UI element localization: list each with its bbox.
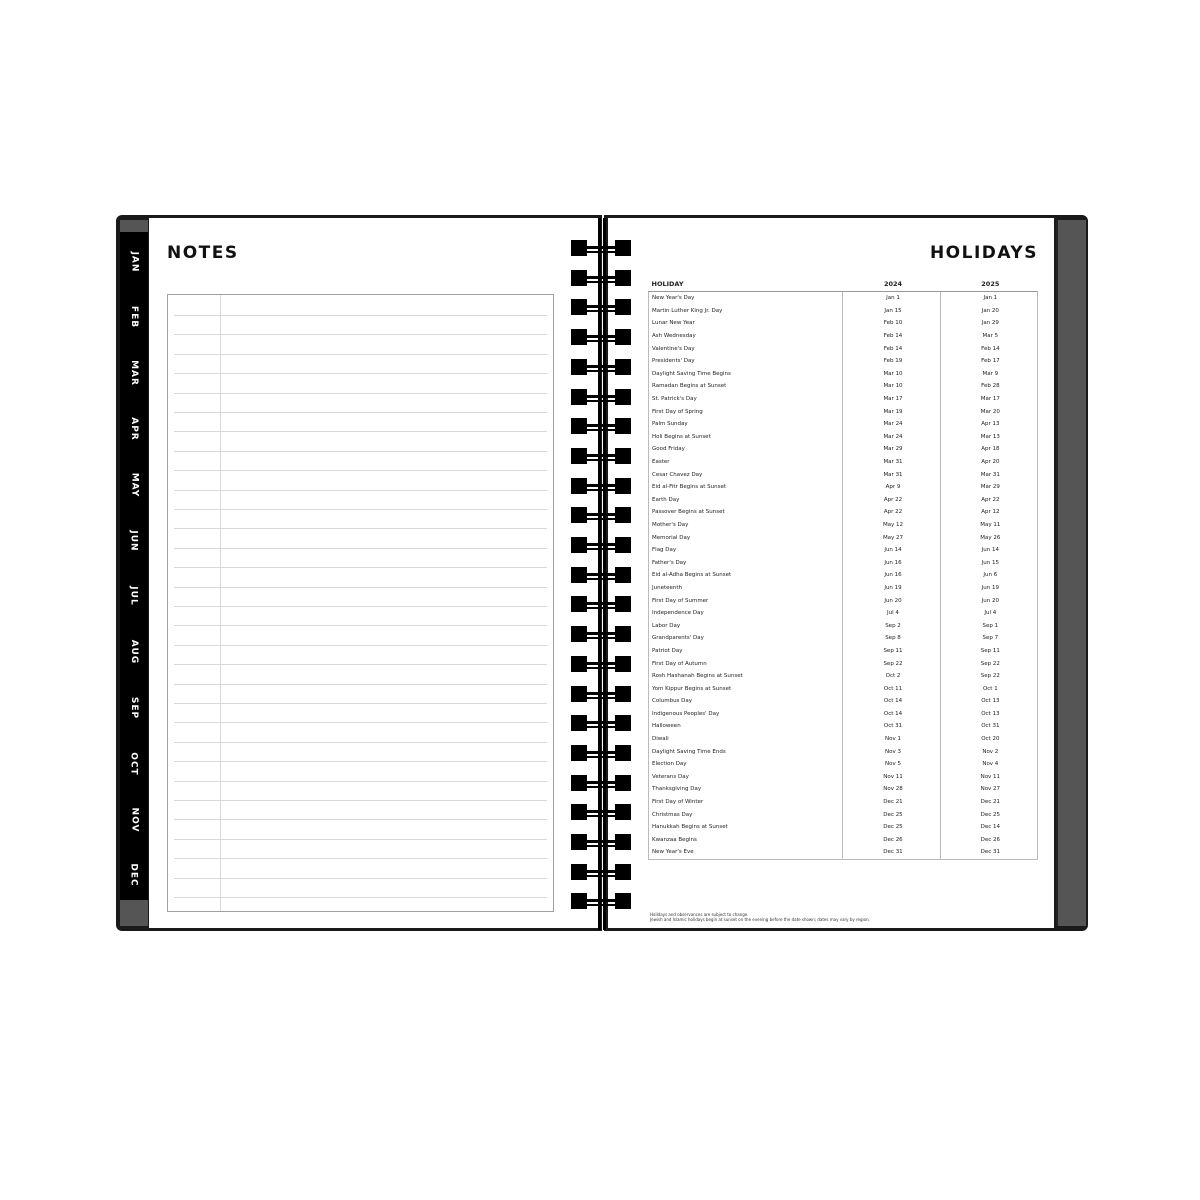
holiday-name: Thanksgiving Day <box>652 786 702 793</box>
date-2025: Jun 6 <box>940 569 1037 582</box>
date-2024: Apr 22 <box>843 506 940 519</box>
holiday-name: Grandparents' Day <box>652 635 704 642</box>
spiral-ring <box>568 418 634 434</box>
date-2024: Feb 14 <box>843 342 940 355</box>
holiday-row <box>649 582 1038 595</box>
month-tab-apr[interactable] <box>120 401 148 456</box>
holiday-name: Memorial Day <box>652 534 691 541</box>
date-2025: Mar 13 <box>940 431 1037 444</box>
notes-rule-line <box>174 684 547 685</box>
date-2024: Jun 14 <box>843 544 940 557</box>
holiday-row <box>649 834 1038 847</box>
holiday-name: Christmas Day <box>652 811 693 818</box>
holiday-row <box>649 330 1038 343</box>
spiral-ring <box>568 834 634 850</box>
holiday-row <box>649 821 1038 834</box>
date-2025: Sep 7 <box>940 632 1037 645</box>
month-tab-label: JUL <box>129 586 139 606</box>
date-2024: Jan 15 <box>843 305 940 318</box>
date-2025: Dec 14 <box>940 821 1037 834</box>
month-tab-label: OCT <box>129 751 139 776</box>
date-2025: Oct 13 <box>940 708 1037 721</box>
date-2024: Mar 31 <box>843 468 940 481</box>
date-2024: Dec 25 <box>843 821 940 834</box>
notes-rule-line <box>174 878 547 879</box>
date-2025: Jan 20 <box>940 305 1037 318</box>
notes-rule-line <box>174 373 547 374</box>
notes-rule-line <box>174 470 547 471</box>
notes-rule-line <box>174 451 547 452</box>
date-2024: Jun 19 <box>843 582 940 595</box>
right-edge-strip <box>1056 220 1086 926</box>
holiday-row <box>649 771 1038 784</box>
notes-rule-line <box>174 722 547 723</box>
holiday-row <box>649 531 1038 544</box>
date-2025: Feb 28 <box>940 380 1037 393</box>
date-2025: Mar 29 <box>940 481 1037 494</box>
notes-lined-area[interactable] <box>167 294 554 912</box>
holidays-footnote <box>650 912 1040 922</box>
holiday-name: Halloween <box>652 723 681 730</box>
date-2024: Jul 4 <box>843 607 940 620</box>
date-2025: Nov 2 <box>940 745 1037 758</box>
date-2024: Mar 24 <box>843 418 940 431</box>
date-2024: Mar 31 <box>843 456 940 469</box>
holiday-name: Mother's Day <box>652 521 689 528</box>
holiday-row <box>649 682 1038 695</box>
date-2024: Nov 3 <box>843 745 940 758</box>
holiday-name: Labor Day <box>652 622 681 629</box>
date-2024: Mar 17 <box>843 393 940 406</box>
holiday-row <box>649 720 1038 733</box>
month-tab-label: SEP <box>128 696 139 720</box>
holiday-row <box>649 670 1038 683</box>
spiral-ring <box>568 537 634 553</box>
holiday-row <box>649 317 1038 330</box>
month-tab-jun[interactable] <box>120 513 148 568</box>
date-2025: Oct 20 <box>940 733 1037 746</box>
holiday-row <box>649 594 1038 607</box>
date-2024: Sep 8 <box>843 632 940 645</box>
holiday-name: First Day of Autumn <box>652 660 707 667</box>
date-2024: Mar 19 <box>843 405 940 418</box>
month-tab-nov[interactable] <box>120 792 148 847</box>
tab-strip-top-cap <box>120 220 148 232</box>
holiday-name: Yom Kippur Begins at Sunset <box>652 685 732 692</box>
holiday-row <box>649 632 1038 645</box>
date-2025: Sep 1 <box>940 619 1037 632</box>
spiral-ring <box>568 656 634 672</box>
month-tab-label: MAY <box>128 472 139 497</box>
holiday-name: Holi Begins at Sunset <box>652 433 711 440</box>
holiday-row <box>649 808 1038 821</box>
date-2024: Oct 2 <box>843 670 940 683</box>
holiday-row <box>649 846 1038 859</box>
notes-rule-line <box>174 587 547 588</box>
notes-rule-line <box>174 761 547 762</box>
holiday-row <box>649 695 1038 708</box>
date-2025: Jun 14 <box>940 544 1037 557</box>
holiday-name: Ramadan Begins at Sunset <box>652 383 727 390</box>
holiday-row <box>649 544 1038 557</box>
date-2025: Apr 18 <box>940 443 1037 456</box>
date-2025: Sep 22 <box>940 657 1037 670</box>
date-2024: Mar 10 <box>843 380 940 393</box>
spiral-ring <box>568 775 634 791</box>
holiday-name: Good Friday <box>652 446 685 453</box>
date-2024: Jun 20 <box>843 594 940 607</box>
date-2025: Sep 22 <box>940 670 1037 683</box>
month-tab-label: JUN <box>128 529 139 552</box>
date-2024: Dec 25 <box>843 808 940 821</box>
date-2025: Mar 17 <box>940 393 1037 406</box>
holiday-name: Eid al-Adha Begins at Sunset <box>652 572 732 579</box>
holiday-name: Election Day <box>652 761 687 768</box>
holiday-row <box>649 645 1038 658</box>
date-2024: Dec 21 <box>843 796 940 809</box>
month-tab-may[interactable] <box>120 457 148 512</box>
notes-rule-line <box>174 509 547 510</box>
spiral-ring <box>568 448 634 464</box>
date-2025: May 11 <box>940 519 1037 532</box>
month-tab-label: JAN <box>128 251 139 272</box>
holiday-name: First Day of Winter <box>652 799 704 806</box>
holiday-name: Diwali <box>652 736 669 743</box>
holiday-name: Easter <box>652 459 670 466</box>
holiday-name: Lunar New Year <box>652 320 695 327</box>
holiday-row <box>649 443 1038 456</box>
date-2024: Oct 11 <box>843 682 940 695</box>
spiral-ring <box>568 626 634 642</box>
notes-rule-line <box>174 897 547 898</box>
column-header-2025: 2025 <box>940 280 1037 292</box>
date-2025: Dec 21 <box>940 796 1037 809</box>
month-tab-label: MAR <box>128 360 139 387</box>
holiday-name: Palm Sunday <box>652 421 688 428</box>
holiday-name: New Year's Day <box>652 295 695 302</box>
holiday-row <box>649 519 1038 532</box>
notes-rule-line <box>174 393 547 394</box>
holiday-row <box>649 708 1038 721</box>
holiday-name: Ash Wednesday <box>652 333 696 340</box>
date-2025: Apr 20 <box>940 456 1037 469</box>
spiral-binding <box>568 240 634 916</box>
spiral-ring <box>568 864 634 880</box>
holiday-name: New Year's Eve <box>652 849 694 856</box>
spiral-ring <box>568 270 634 286</box>
notes-rule-line <box>174 354 547 355</box>
holiday-name: Valentine's Day <box>652 345 695 352</box>
holiday-row <box>649 569 1038 582</box>
date-2024: Feb 14 <box>843 330 940 343</box>
holiday-name: Daylight Saving Time Ends <box>652 748 726 755</box>
spiral-ring <box>568 715 634 731</box>
holiday-row <box>649 758 1038 771</box>
month-tab-strip <box>120 220 148 926</box>
date-2025: Jan 29 <box>940 317 1037 330</box>
date-2024: Dec 31 <box>843 846 940 859</box>
spiral-ring <box>568 478 634 494</box>
date-2024: Oct 14 <box>843 708 940 721</box>
spiral-ring <box>568 507 634 523</box>
date-2024: Mar 29 <box>843 443 940 456</box>
holiday-row <box>649 405 1038 418</box>
spiral-ring <box>568 299 634 315</box>
holiday-row <box>649 380 1038 393</box>
month-tab-feb[interactable] <box>120 290 148 345</box>
date-2024: Jun 16 <box>843 569 940 582</box>
date-2024: Sep 22 <box>843 657 940 670</box>
date-2024: Sep 11 <box>843 645 940 658</box>
notes-rule-line <box>174 781 547 782</box>
date-2024: Dec 26 <box>843 834 940 847</box>
holiday-row <box>649 368 1038 381</box>
date-2025: Sep 11 <box>940 645 1037 658</box>
holidays-title: HOLIDAYS <box>929 243 1038 263</box>
holiday-name: Earth Day <box>652 496 680 503</box>
notes-page <box>149 218 598 928</box>
holiday-row <box>649 292 1038 305</box>
month-tab-aug[interactable] <box>120 625 148 680</box>
notes-rule-line <box>174 606 547 607</box>
date-2024: May 27 <box>843 531 940 544</box>
holiday-row <box>649 355 1038 368</box>
month-tab-dec[interactable] <box>120 848 148 903</box>
date-2025: Jun 15 <box>940 556 1037 569</box>
date-2025: Dec 31 <box>940 846 1037 859</box>
date-2024: Sep 2 <box>843 619 940 632</box>
spiral-ring <box>568 240 634 256</box>
spiral-ring <box>568 389 634 405</box>
holiday-row <box>649 783 1038 796</box>
holiday-name: Martin Luther King Jr. Day <box>652 307 723 314</box>
holiday-name: Juneteenth <box>652 584 683 591</box>
date-2025: Apr 12 <box>940 506 1037 519</box>
holidays-page <box>608 218 1054 928</box>
holiday-row <box>649 733 1038 746</box>
date-2024: Feb 10 <box>843 317 940 330</box>
date-2025: Jun 20 <box>940 594 1037 607</box>
date-2024: Mar 24 <box>843 431 940 444</box>
holiday-name: Hanukkah Begins at Sunset <box>652 824 728 831</box>
notes-rule-line <box>174 664 547 665</box>
date-2024: Nov 1 <box>843 733 940 746</box>
month-tab-mar[interactable] <box>120 346 148 401</box>
holiday-row <box>649 431 1038 444</box>
holiday-name: First Day of Spring <box>652 408 703 415</box>
date-2025: Feb 14 <box>940 342 1037 355</box>
month-tab-label: AUG <box>128 639 139 665</box>
footnote-line-1: Holidays and observances are subject to change. <box>650 912 749 917</box>
holiday-name: Flag Day <box>652 547 677 554</box>
spiral-ring <box>568 745 634 761</box>
notes-rule-line <box>174 528 547 529</box>
date-2025: May 26 <box>940 531 1037 544</box>
notes-title: NOTES <box>167 243 239 263</box>
date-2024: Apr 9 <box>843 481 940 494</box>
tab-strip-bottom-cap <box>120 900 148 926</box>
date-2025: Oct 13 <box>940 695 1037 708</box>
date-2025: Mar 20 <box>940 405 1037 418</box>
notes-rule-line <box>174 334 547 335</box>
holiday-row <box>649 481 1038 494</box>
holiday-row <box>649 657 1038 670</box>
notes-rule-line <box>174 625 547 626</box>
holiday-name: Presidents' Day <box>652 358 695 365</box>
holiday-name: Indigenous Peoples' Day <box>652 710 720 717</box>
holiday-row <box>649 468 1038 481</box>
date-2025: Mar 5 <box>940 330 1037 343</box>
date-2025: Oct 31 <box>940 720 1037 733</box>
holiday-row <box>649 494 1038 507</box>
holiday-name: St. Patrick's Day <box>652 396 697 403</box>
date-2024: Nov 28 <box>843 783 940 796</box>
holiday-row <box>649 796 1038 809</box>
date-2025: Apr 13 <box>940 418 1037 431</box>
holiday-name: First Day of Summer <box>652 597 709 604</box>
notes-rule-line <box>174 567 547 568</box>
month-tab-jul[interactable] <box>120 569 148 624</box>
notes-rule-line <box>174 819 547 820</box>
notes-rule-line <box>174 800 547 801</box>
column-header-holiday: HOLIDAY <box>649 280 843 292</box>
holiday-name: Passover Begins at Sunset <box>652 509 725 516</box>
holiday-name: Rosh Hashanah Begins at Sunset <box>652 673 743 680</box>
notes-rule-line <box>174 315 547 316</box>
date-2024: Oct 31 <box>843 720 940 733</box>
spiral-ring <box>568 804 634 820</box>
date-2025: Mar 31 <box>940 468 1037 481</box>
holiday-row <box>649 342 1038 355</box>
spiral-ring <box>568 359 634 375</box>
date-2025: Jan 1 <box>940 292 1037 305</box>
holiday-name: Cesar Chavez Day <box>652 471 703 478</box>
date-2025: Apr 22 <box>940 494 1037 507</box>
date-2024: Nov 11 <box>843 771 940 784</box>
holiday-name: Independence Day <box>652 610 704 617</box>
notes-rule-line <box>174 858 547 859</box>
spiral-ring <box>568 686 634 702</box>
date-2024: May 12 <box>843 519 940 532</box>
date-2025: Jun 19 <box>940 582 1037 595</box>
month-tab-sep[interactable] <box>120 680 148 735</box>
holiday-row <box>649 619 1038 632</box>
holiday-name: Daylight Saving Time Begins <box>652 370 731 377</box>
holiday-name: Father's Day <box>652 559 687 566</box>
spiral-ring <box>568 596 634 612</box>
holiday-row <box>649 305 1038 318</box>
date-2024: Jan 1 <box>843 292 940 305</box>
spiral-ring <box>568 567 634 583</box>
holiday-row <box>649 745 1038 758</box>
date-2024: Nov 5 <box>843 758 940 771</box>
date-2024: Mar 10 <box>843 368 940 381</box>
holiday-name: Columbus Day <box>652 698 693 705</box>
holiday-name: Kwanzaa Begins <box>652 836 697 843</box>
month-tab-oct[interactable] <box>120 736 148 791</box>
spiral-ring <box>568 893 634 909</box>
notes-rule-line <box>174 431 547 432</box>
date-2025: Oct 1 <box>940 682 1037 695</box>
month-tab-label: APR <box>129 417 139 441</box>
holidays-table-header <box>649 280 1038 292</box>
holiday-name: Eid al-Fitr Begins at Sunset <box>652 484 727 491</box>
notes-rule-line <box>174 742 547 743</box>
date-2025: Nov 27 <box>940 783 1037 796</box>
notes-rule-line <box>174 490 547 491</box>
date-2025: Nov 11 <box>940 771 1037 784</box>
holiday-row <box>649 506 1038 519</box>
notes-rule-line <box>174 645 547 646</box>
footnote-line-2: Jewish and Islamic holidays begin at sunset on the evening before the date shown; dates may vary by region. <box>650 917 870 922</box>
column-header-2024: 2024 <box>843 280 940 292</box>
notes-rule-line <box>174 839 547 840</box>
holiday-row <box>649 556 1038 569</box>
date-2025: Mar 9 <box>940 368 1037 381</box>
date-2025: Dec 26 <box>940 834 1037 847</box>
date-2025: Dec 25 <box>940 808 1037 821</box>
notes-rule-line <box>174 703 547 704</box>
notes-rule-line <box>174 548 547 549</box>
date-2025: Jul 4 <box>940 607 1037 620</box>
date-2024: Jun 16 <box>843 556 940 569</box>
holiday-row <box>649 607 1038 620</box>
holiday-name: Veterans Day <box>652 773 689 780</box>
month-tab-label: DEC <box>128 863 139 887</box>
holiday-name: Patriot Day <box>652 647 683 654</box>
date-2025: Nov 4 <box>940 758 1037 771</box>
holiday-row <box>649 418 1038 431</box>
notes-rule-line <box>174 412 547 413</box>
month-tab-label: NOV <box>128 807 139 832</box>
date-2024: Oct 14 <box>843 695 940 708</box>
date-2024: Apr 22 <box>843 494 940 507</box>
month-tab-jan[interactable] <box>120 234 148 289</box>
holiday-row <box>649 393 1038 406</box>
date-2025: Feb 17 <box>940 355 1037 368</box>
month-tab-label: FEB <box>129 306 139 329</box>
holiday-row <box>649 456 1038 469</box>
holidays-table <box>648 280 1038 860</box>
spiral-ring <box>568 329 634 345</box>
date-2024: Feb 19 <box>843 355 940 368</box>
